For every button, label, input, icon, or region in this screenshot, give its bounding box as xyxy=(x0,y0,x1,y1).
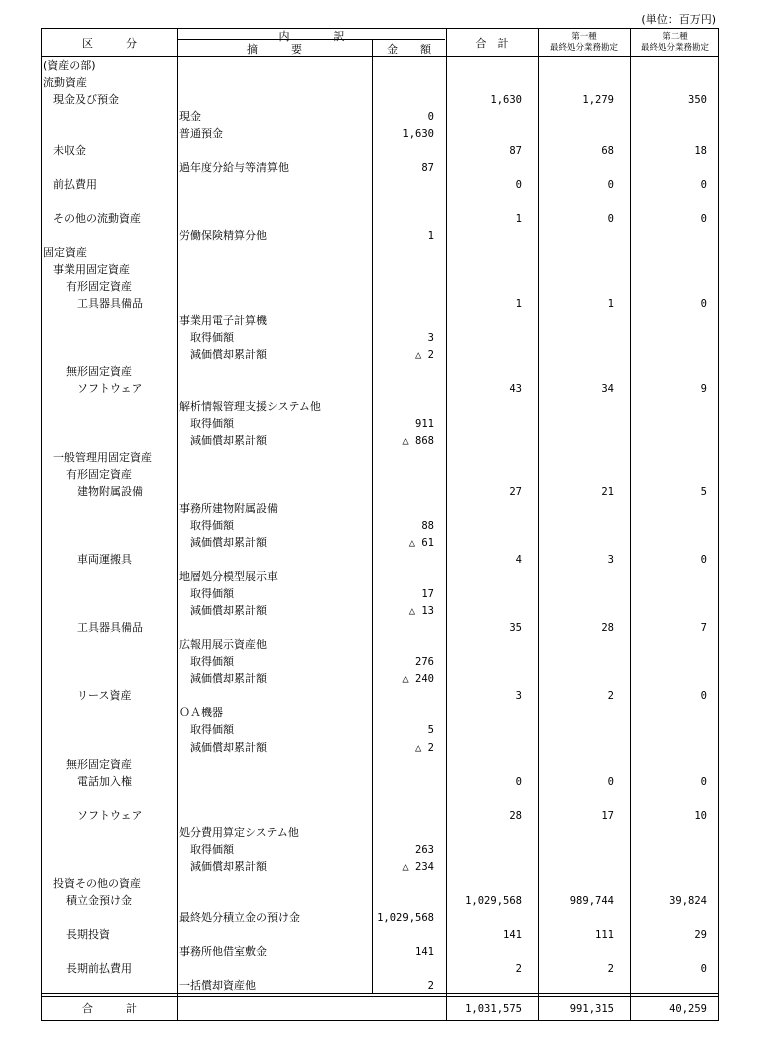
row-amount: 911 xyxy=(415,417,434,430)
footer-dai2: 40,259 xyxy=(669,1003,707,1015)
row-total: 1 xyxy=(515,298,522,311)
row-description: 一括償却資産他 xyxy=(179,979,256,993)
row-dai2: 0 xyxy=(700,775,707,788)
row-dai1: 989,744 xyxy=(569,894,614,907)
row-dai1: 111 xyxy=(595,929,614,942)
row-amount: 1,029,568 xyxy=(377,912,434,924)
row-description: 減価償却累計額 xyxy=(190,604,267,618)
row-amount: △ 234 xyxy=(402,860,434,873)
row-total: 1,029,568 xyxy=(465,894,522,907)
row-amount: 141 xyxy=(415,946,434,959)
row-total: 27 xyxy=(509,485,522,498)
row-total: 28 xyxy=(509,809,522,822)
row-description: 取得価額 xyxy=(190,842,234,856)
row-category: 流動資産 xyxy=(43,75,87,89)
row-description: 事務所他借室敷金 xyxy=(179,945,267,959)
row-description: ＯＡ機器 xyxy=(179,706,223,720)
row-category: 前払費用 xyxy=(53,177,97,191)
row-amount: 87 xyxy=(421,161,434,174)
col-divider xyxy=(630,29,631,1020)
row-description: 事業用電子計算機 xyxy=(179,314,267,328)
header-tekiyo: 摘 要 xyxy=(247,43,302,56)
row-dai2: 0 xyxy=(700,212,707,225)
row-description: 広報用展示資産他 xyxy=(179,638,267,652)
row-amount: 3 xyxy=(427,332,434,345)
row-dai2: 29 xyxy=(694,929,707,942)
row-category: 電話加入権 xyxy=(77,774,132,788)
row-dai1: 0 xyxy=(607,178,614,191)
row-description: 取得価額 xyxy=(190,416,234,430)
row-category: 無形固定資産 xyxy=(66,757,132,771)
row-description: 地層処分模型展示車 xyxy=(179,570,278,583)
row-category: その他の流動資産 xyxy=(53,211,141,225)
row-total: 3 xyxy=(515,690,522,703)
row-total: 87 xyxy=(509,144,522,157)
row-dai1: 3 xyxy=(607,553,614,566)
row-dai1: 2 xyxy=(607,690,614,703)
row-amount: 276 xyxy=(415,656,434,669)
row-category: 有形固定資産 xyxy=(66,280,132,294)
row-category: 工具器具備品 xyxy=(77,297,143,311)
header-dai1-line2: 最終処分業務勘定 xyxy=(549,43,618,53)
row-dai1: 34 xyxy=(601,383,614,396)
row-category: 工具器具備品 xyxy=(77,621,143,635)
row-category: 有形固定資産 xyxy=(66,467,132,481)
row-total: 1 xyxy=(515,212,522,225)
row-dai2: 10 xyxy=(694,809,707,822)
row-category: リース資産 xyxy=(77,689,132,703)
row-dai2: 5 xyxy=(700,485,707,498)
header-kubun: 区 分 xyxy=(82,37,137,50)
row-amount: △ 2 xyxy=(415,349,434,362)
row-dai2: 0 xyxy=(700,298,707,311)
row-dai2: 0 xyxy=(700,690,707,703)
row-amount: △ 240 xyxy=(402,673,434,686)
row-amount: 2 xyxy=(427,980,434,993)
row-amount: △ 2 xyxy=(415,741,434,754)
unit-label: (単位：百万円) xyxy=(641,13,716,26)
col-divider xyxy=(538,29,539,1020)
row-dai1: 2 xyxy=(607,963,614,976)
row-description: 処分費用算定システム他 xyxy=(179,825,299,839)
row-category: 長期投資 xyxy=(66,928,110,942)
header-dai1-line1: 第一種 xyxy=(571,32,597,42)
row-description: 普通預金 xyxy=(179,126,223,140)
row-dai2: 39,824 xyxy=(669,894,707,907)
row-description: 減価償却累計額 xyxy=(190,740,267,754)
row-dai2: 7 xyxy=(700,622,707,635)
row-description: 減価償却累計額 xyxy=(190,672,267,686)
col-divider xyxy=(372,39,373,993)
footer-line-double xyxy=(42,996,718,997)
row-amount: △ 61 xyxy=(408,536,434,549)
row-total: 1,630 xyxy=(490,93,522,106)
header-uchiwake: 内 訳 xyxy=(278,30,345,43)
row-description: 取得価額 xyxy=(190,518,234,532)
row-description: 過年度分給与等清算他 xyxy=(179,160,289,174)
row-description: 労働保険精算分他 xyxy=(179,229,267,242)
header-dai2-line1: 第二種 xyxy=(662,32,688,42)
row-total: 0 xyxy=(515,178,522,191)
footer-label: 合 計 xyxy=(82,1002,137,1015)
row-dai1: 17 xyxy=(601,809,614,822)
row-dai2: 0 xyxy=(700,963,707,976)
row-dai2: 18 xyxy=(694,144,707,157)
row-description: 減価償却累計額 xyxy=(190,535,267,549)
footer-line xyxy=(42,993,718,994)
row-description: 取得価額 xyxy=(190,587,234,601)
balance-sheet-table xyxy=(41,28,719,1021)
row-description: 現金 xyxy=(179,109,201,123)
row-total: 2 xyxy=(515,963,522,976)
row-dai1: 21 xyxy=(601,485,614,498)
header-dai2-line2: 最終処分業務勘定 xyxy=(640,43,709,53)
col-divider xyxy=(177,29,178,1020)
row-total: 35 xyxy=(509,622,522,635)
row-description: 取得価額 xyxy=(190,655,234,669)
row-category: 建物附属設備 xyxy=(77,484,143,498)
row-total: 43 xyxy=(509,383,522,396)
row-category: 固定資産 xyxy=(43,246,87,260)
header-gokei: 合 計 xyxy=(475,37,509,50)
row-description: 取得価額 xyxy=(190,723,234,737)
row-amount: 17 xyxy=(421,588,434,601)
row-category: 一般管理用固定資産 xyxy=(53,450,152,464)
row-description: 減価償却累計額 xyxy=(190,433,267,447)
row-category: 無形固定資産 xyxy=(66,365,132,379)
row-description: 減価償却累計額 xyxy=(190,348,267,362)
row-category: 積立金預け金 xyxy=(66,893,132,907)
row-dai2: 0 xyxy=(700,553,707,566)
row-category: ソフトウェア xyxy=(77,382,143,396)
row-category: 未収金 xyxy=(53,143,86,157)
row-amount: 0 xyxy=(427,110,434,123)
row-description: 解析情報管理支援システム他 xyxy=(179,399,321,413)
footer-dai1: 991,315 xyxy=(569,1003,614,1015)
header-kingaku: 金 額 xyxy=(387,43,431,56)
row-category: 車両運搬具 xyxy=(77,552,132,566)
footer-total: 1,031,575 xyxy=(465,1003,522,1015)
col-divider xyxy=(446,29,447,1020)
row-dai1: 68 xyxy=(601,144,614,157)
row-total: 4 xyxy=(515,553,522,566)
row-amount: 1 xyxy=(427,230,434,242)
row-dai2: 9 xyxy=(700,383,707,396)
row-amount: 263 xyxy=(415,843,434,856)
row-amount: 5 xyxy=(427,724,434,737)
row-dai1: 0 xyxy=(607,212,614,225)
row-dai1: 0 xyxy=(607,775,614,788)
row-dai1: 28 xyxy=(601,622,614,635)
row-category: 事業用固定資産 xyxy=(53,263,130,277)
row-total: 0 xyxy=(515,775,522,788)
row-category: 長期前払費用 xyxy=(66,962,132,976)
row-amount: 1,630 xyxy=(402,127,434,140)
row-amount: 88 xyxy=(421,519,434,532)
row-dai2: 0 xyxy=(700,178,707,191)
row-total: 141 xyxy=(503,929,522,942)
row-category: (資産の部) xyxy=(43,58,96,72)
row-dai2: 350 xyxy=(688,93,707,106)
row-description: 事務所建物附属設備 xyxy=(179,501,278,515)
row-dai1: 1,279 xyxy=(582,93,614,106)
row-description: 減価償却累計額 xyxy=(190,859,267,873)
row-amount: △ 868 xyxy=(402,434,434,447)
row-dai1: 1 xyxy=(607,298,614,311)
row-description: 最終処分積立金の預け金 xyxy=(179,911,300,924)
row-amount: △ 13 xyxy=(408,605,434,618)
row-description: 取得価額 xyxy=(190,331,234,345)
row-category: 現金及び預金 xyxy=(53,92,119,106)
row-category: 投資その他の資産 xyxy=(53,876,141,890)
row-category: ソフトウェア xyxy=(77,808,143,822)
